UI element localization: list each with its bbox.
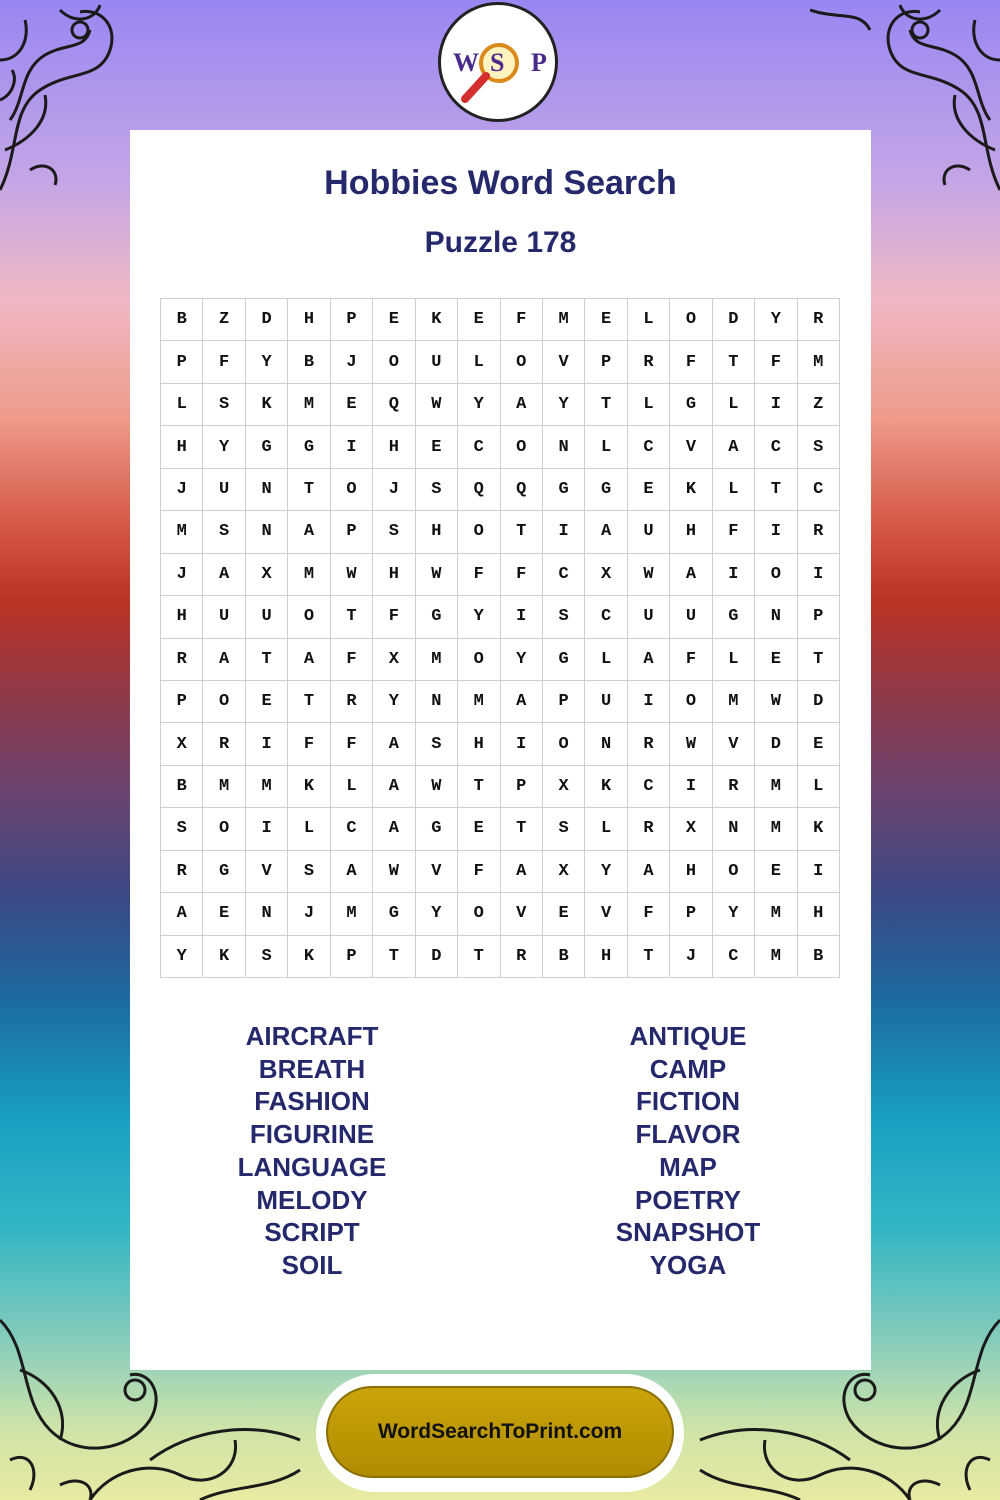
grid-cell: X [543,851,585,893]
grid-cell: T [798,639,840,681]
grid-cell: M [288,384,330,426]
grid-cell: M [755,766,797,808]
grid-cell: S [798,426,840,468]
grid-cell: L [628,384,670,426]
grid-cell: A [501,851,543,893]
grid-cell: X [373,639,415,681]
grid-cell: P [585,341,627,383]
grid-cell: M [755,808,797,850]
grid-cell: S [416,723,458,765]
grid-cell: L [585,639,627,681]
grid-cell: G [203,851,245,893]
grid-cell: T [458,766,500,808]
grid-cell: L [585,426,627,468]
grid-cell: V [543,341,585,383]
grid-cell: V [501,893,543,935]
grid-cell: A [501,384,543,426]
grid-cell: K [288,766,330,808]
grid-cell: C [585,596,627,638]
grid-cell: V [670,426,712,468]
grid-cell: M [288,554,330,596]
grid-cell: F [501,299,543,341]
grid-cell: A [288,511,330,553]
grid-cell: O [373,341,415,383]
grid-cell: X [161,723,203,765]
grid-cell: F [713,511,755,553]
grid-cell: L [585,808,627,850]
grid-cell: Y [713,893,755,935]
grid-cell: H [458,723,500,765]
logo-letter-s: S [490,48,505,77]
grid-cell: T [713,341,755,383]
grid-cell: O [670,299,712,341]
grid-cell: U [246,596,288,638]
grid-cell: L [288,808,330,850]
grid-cell: R [628,723,670,765]
grid-cell: Q [458,469,500,511]
word-list-left [162,1020,462,1282]
letter-grid [160,298,840,978]
grid-cell: W [670,723,712,765]
grid-cell: R [713,766,755,808]
grid-cell: M [458,681,500,723]
grid-cell: Y [161,936,203,978]
grid-cell: O [543,723,585,765]
grid-cell: X [670,808,712,850]
grid-cell: F [331,723,373,765]
grid-cell: K [670,469,712,511]
grid-cell: W [416,384,458,426]
grid-cell: I [501,723,543,765]
grid-cell: L [458,341,500,383]
grid-cell: W [373,851,415,893]
word-item: AIRCRAFT [245,1021,379,1051]
grid-cell: C [628,766,670,808]
grid-cell: B [161,766,203,808]
grid-cell: F [373,596,415,638]
grid-cell: D [246,299,288,341]
grid-cell: P [161,341,203,383]
grid-cell: K [416,299,458,341]
word-item: LANGUAGE [237,1151,387,1182]
grid-cell: P [798,596,840,638]
grid-cell: G [246,426,288,468]
grid-cell: R [798,299,840,341]
grid-cell: P [543,681,585,723]
grid-cell: E [373,299,415,341]
grid-cell: E [458,808,500,850]
grid-cell: Y [585,851,627,893]
grid-cell: J [670,936,712,978]
grid-cell: C [543,554,585,596]
word-item: BREATH [258,1053,366,1084]
word-item: MELODY [256,1184,368,1215]
grid-cell: X [585,554,627,596]
grid-cell: S [246,936,288,978]
grid-cell: A [628,851,670,893]
grid-cell: J [373,469,415,511]
grid-cell: N [713,808,755,850]
word-item: ANTIQUE [629,1021,747,1051]
word-item: FLAVOR [635,1119,741,1150]
grid-cell: J [288,893,330,935]
word-item: FICTION [636,1086,740,1117]
grid-cell: T [458,936,500,978]
grid-cell: U [416,341,458,383]
grid-cell: A [203,639,245,681]
grid-cell: A [373,766,415,808]
grid-cell: C [458,426,500,468]
grid-cell: I [798,851,840,893]
grid-cell: D [713,299,755,341]
grid-cell: B [798,936,840,978]
word-item: FIGURINE [249,1119,375,1150]
grid-cell: U [628,596,670,638]
grid-cell: W [416,554,458,596]
grid-cell: W [416,766,458,808]
grid-cell: A [501,681,543,723]
grid-cell: K [203,936,245,978]
grid-cell: F [755,341,797,383]
grid-cell: E [203,893,245,935]
grid-cell: F [628,893,670,935]
grid-cell: N [585,723,627,765]
grid-cell: O [501,341,543,383]
grid-cell: M [246,766,288,808]
grid-cell: J [331,341,373,383]
grid-cell: S [416,469,458,511]
grid-cell: A [585,511,627,553]
grid-cell: G [543,639,585,681]
grid-cell: B [288,341,330,383]
grid-cell: B [543,936,585,978]
grid-cell: T [501,511,543,553]
grid-cell: I [755,511,797,553]
puzzle-number: Puzzle 178 [424,226,577,259]
grid-cell: U [670,596,712,638]
grid-cell: E [628,469,670,511]
grid-cell: T [288,681,330,723]
grid-cell: K [288,936,330,978]
grid-cell: C [331,808,373,850]
grid-cell: Y [458,596,500,638]
word-item: SNAPSHOT [615,1217,761,1248]
grid-cell: V [246,851,288,893]
grid-cell: A [373,723,415,765]
grid-cell: K [798,808,840,850]
grid-cell: P [331,511,373,553]
grid-cell: R [501,936,543,978]
grid-cell: G [416,596,458,638]
grid-cell: F [670,639,712,681]
grid-cell: T [501,808,543,850]
grid-cell: T [288,469,330,511]
grid-cell: H [416,511,458,553]
grid-cell: X [246,554,288,596]
grid-cell: P [331,936,373,978]
grid-cell: U [203,469,245,511]
grid-cell: E [755,639,797,681]
grid-cell: A [161,893,203,935]
grid-cell: Z [203,299,245,341]
grid-cell: A [670,554,712,596]
grid-cell: E [755,851,797,893]
grid-cell: D [755,723,797,765]
grid-cell: H [798,893,840,935]
grid-cell: E [585,299,627,341]
grid-cell: Y [373,681,415,723]
word-item: POETRY [635,1184,741,1215]
grid-cell: I [543,511,585,553]
page-title: Hobbies Word Search [324,164,677,202]
grid-cell: T [331,596,373,638]
logo-letter-p: P [531,48,547,77]
grid-cell: G [585,469,627,511]
grid-cell: U [203,596,245,638]
grid-cell: A [628,639,670,681]
grid-cell: R [331,681,373,723]
grid-cell: O [331,469,373,511]
grid-cell: E [246,681,288,723]
grid-cell: S [543,596,585,638]
word-item: YOGA [649,1249,727,1280]
grid-cell: G [670,384,712,426]
logo-letter-w: W [453,48,479,77]
grid-cell: I [501,596,543,638]
grid-cell: J [161,554,203,596]
grid-cell: I [755,384,797,426]
grid-cell: F [288,723,330,765]
grid-cell: O [458,893,500,935]
grid-cell: O [203,808,245,850]
grid-cell: O [458,511,500,553]
grid-cell: F [331,639,373,681]
grid-cell: T [628,936,670,978]
grid-cell: K [585,766,627,808]
grid-cell: L [161,384,203,426]
grid-cell: I [331,426,373,468]
grid-cell: S [288,851,330,893]
grid-cell: T [585,384,627,426]
grid-cell: H [161,426,203,468]
grid-cell: H [161,596,203,638]
grid-cell: H [288,299,330,341]
grid-cell: Y [458,384,500,426]
grid-cell: O [203,681,245,723]
grid-cell: L [713,639,755,681]
grid-cell: H [670,851,712,893]
grid-cell: L [713,384,755,426]
grid-cell: Y [543,384,585,426]
grid-cell: T [373,936,415,978]
grid-cell: S [161,808,203,850]
grid-cell: I [246,808,288,850]
grid-cell: T [246,639,288,681]
grid-cell: G [416,808,458,850]
grid-cell: Q [501,469,543,511]
grid-cell: R [161,851,203,893]
grid-cell: L [798,766,840,808]
grid-cell: R [628,341,670,383]
grid-cell: G [373,893,415,935]
grid-cell: M [543,299,585,341]
grid-cell: Z [798,384,840,426]
grid-cell: Y [755,299,797,341]
grid-cell: U [585,681,627,723]
grid-cell: O [755,554,797,596]
grid-cell: G [288,426,330,468]
grid-cell: C [798,469,840,511]
grid-cell: R [628,808,670,850]
grid-cell: L [628,299,670,341]
grid-cell: S [203,384,245,426]
grid-cell: E [543,893,585,935]
grid-cell: Y [246,341,288,383]
grid-cell: A [203,554,245,596]
grid-cell: M [203,766,245,808]
grid-cell: D [798,681,840,723]
grid-cell: S [203,511,245,553]
grid-cell: H [373,426,415,468]
grid-cell: M [713,681,755,723]
grid-cell: Y [501,639,543,681]
grid-cell: A [713,426,755,468]
grid-cell: O [288,596,330,638]
grid-cell: E [331,384,373,426]
grid-cell: J [161,469,203,511]
grid-cell: T [755,469,797,511]
grid-cell: E [416,426,458,468]
grid-cell: Y [416,893,458,935]
grid-cell: I [246,723,288,765]
word-item: FASHION [254,1086,370,1117]
grid-cell: M [755,893,797,935]
grid-cell: L [713,469,755,511]
grid-cell: I [628,681,670,723]
word-list-right [538,1020,838,1282]
grid-cell: M [798,341,840,383]
grid-cell: B [161,299,203,341]
grid-cell: U [628,511,670,553]
grid-cell: N [246,469,288,511]
grid-cell: M [755,936,797,978]
grid-cell: R [798,511,840,553]
grid-cell: E [798,723,840,765]
grid-cell: F [458,851,500,893]
grid-cell: P [331,299,373,341]
grid-cell: X [543,766,585,808]
grid-cell: W [755,681,797,723]
word-item: CAMP [649,1053,727,1084]
grid-cell: Y [203,426,245,468]
grid-cell: N [246,893,288,935]
logo [438,2,558,122]
word-item: MAP [659,1151,717,1182]
grid-cell: W [628,554,670,596]
grid-cell: N [543,426,585,468]
corner-ornament-top-left [0,0,150,200]
grid-cell: G [543,469,585,511]
grid-cell: K [246,384,288,426]
grid-cell: N [416,681,458,723]
grid-cell: C [713,936,755,978]
grid-cell: F [458,554,500,596]
grid-cell: O [458,639,500,681]
grid-cell: O [713,851,755,893]
grid-cell: R [161,639,203,681]
grid-cell: C [628,426,670,468]
grid-cell: S [543,808,585,850]
grid-cell: H [373,554,415,596]
grid-cell: P [161,681,203,723]
grid-cell: V [713,723,755,765]
grid-cell: A [373,808,415,850]
grid-cell: A [331,851,373,893]
grid-cell: M [416,639,458,681]
grid-cell: I [670,766,712,808]
grid-cell: H [585,936,627,978]
grid-cell: F [670,341,712,383]
grid-cell: O [670,681,712,723]
grid-cell: M [331,893,373,935]
grid-cell: F [203,341,245,383]
grid-cell: L [331,766,373,808]
grid-cell: Q [373,384,415,426]
grid-cell: C [755,426,797,468]
grid-cell: G [713,596,755,638]
grid-cell: F [501,554,543,596]
website-link-button[interactable]: WordSearchToPrint.com [326,1386,674,1478]
grid-cell: O [501,426,543,468]
grid-cell: R [203,723,245,765]
word-item: SCRIPT [264,1217,360,1248]
word-item: SOIL [281,1249,343,1280]
grid-cell: V [585,893,627,935]
grid-cell: V [416,851,458,893]
grid-cell: P [670,893,712,935]
grid-cell: I [713,554,755,596]
grid-cell: E [458,299,500,341]
grid-cell: I [798,554,840,596]
grid-cell: W [331,554,373,596]
grid-cell: S [373,511,415,553]
grid-cell: N [246,511,288,553]
grid-cell: D [416,936,458,978]
grid-cell: P [501,766,543,808]
grid-cell: H [670,511,712,553]
grid-cell: A [288,639,330,681]
grid-cell: N [755,596,797,638]
grid-cell: M [161,511,203,553]
